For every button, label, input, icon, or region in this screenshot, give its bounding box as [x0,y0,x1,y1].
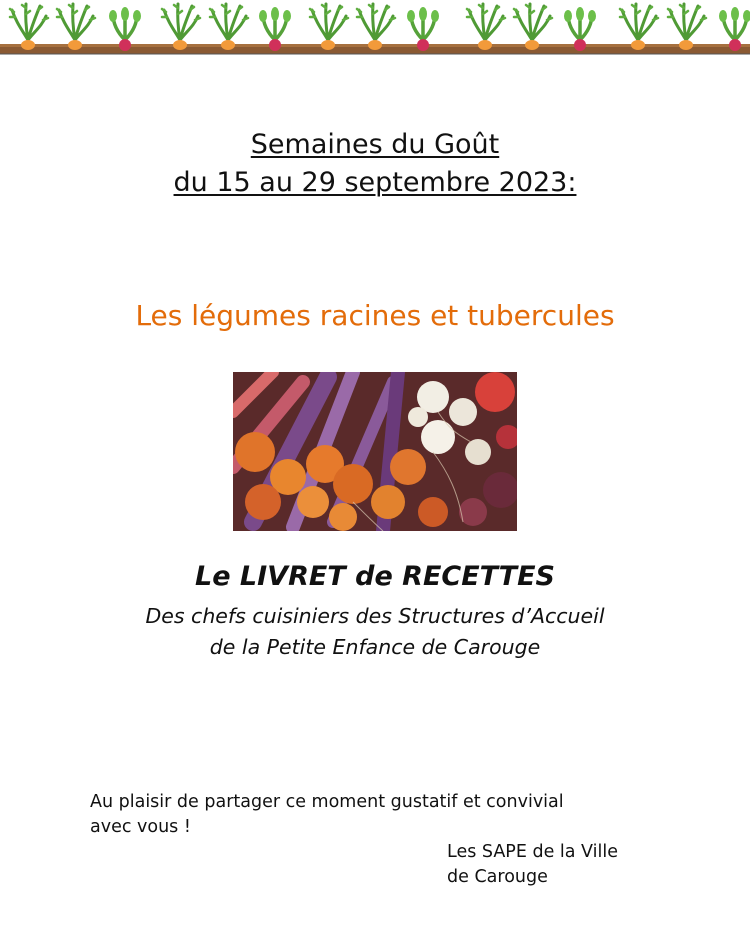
root-vegetables-photo-icon [233,372,517,531]
signature-line-2: de Carouge [447,867,548,887]
vegetable-garden-banner-icon [0,0,750,56]
title-line-1: Semaines du Goût [250,129,500,160]
title-line-2: du 15 au 29 septembre 2023: [173,167,577,198]
closing-message-line-2: avec vous ! [90,817,191,837]
closing-message-line-1: Au plaisir de partager ce moment gustatif et convivial [90,792,564,812]
booklet-subtitle-line-1: Des chefs cuisiniers des Structures d’Accueil [145,604,605,628]
page-title [0,126,750,202]
theme-label: Les légumes racines et tubercules [135,299,615,332]
signature-line-1: Les SAPE de la Ville [447,842,618,862]
booklet-subtitle [0,601,750,663]
closing-message [90,790,650,840]
booklet-subtitle-line-2: de la Petite Enfance de Carouge [209,635,541,659]
booklet-title: Le LIVRET de RECETTES [195,561,555,592]
signature [447,840,707,890]
